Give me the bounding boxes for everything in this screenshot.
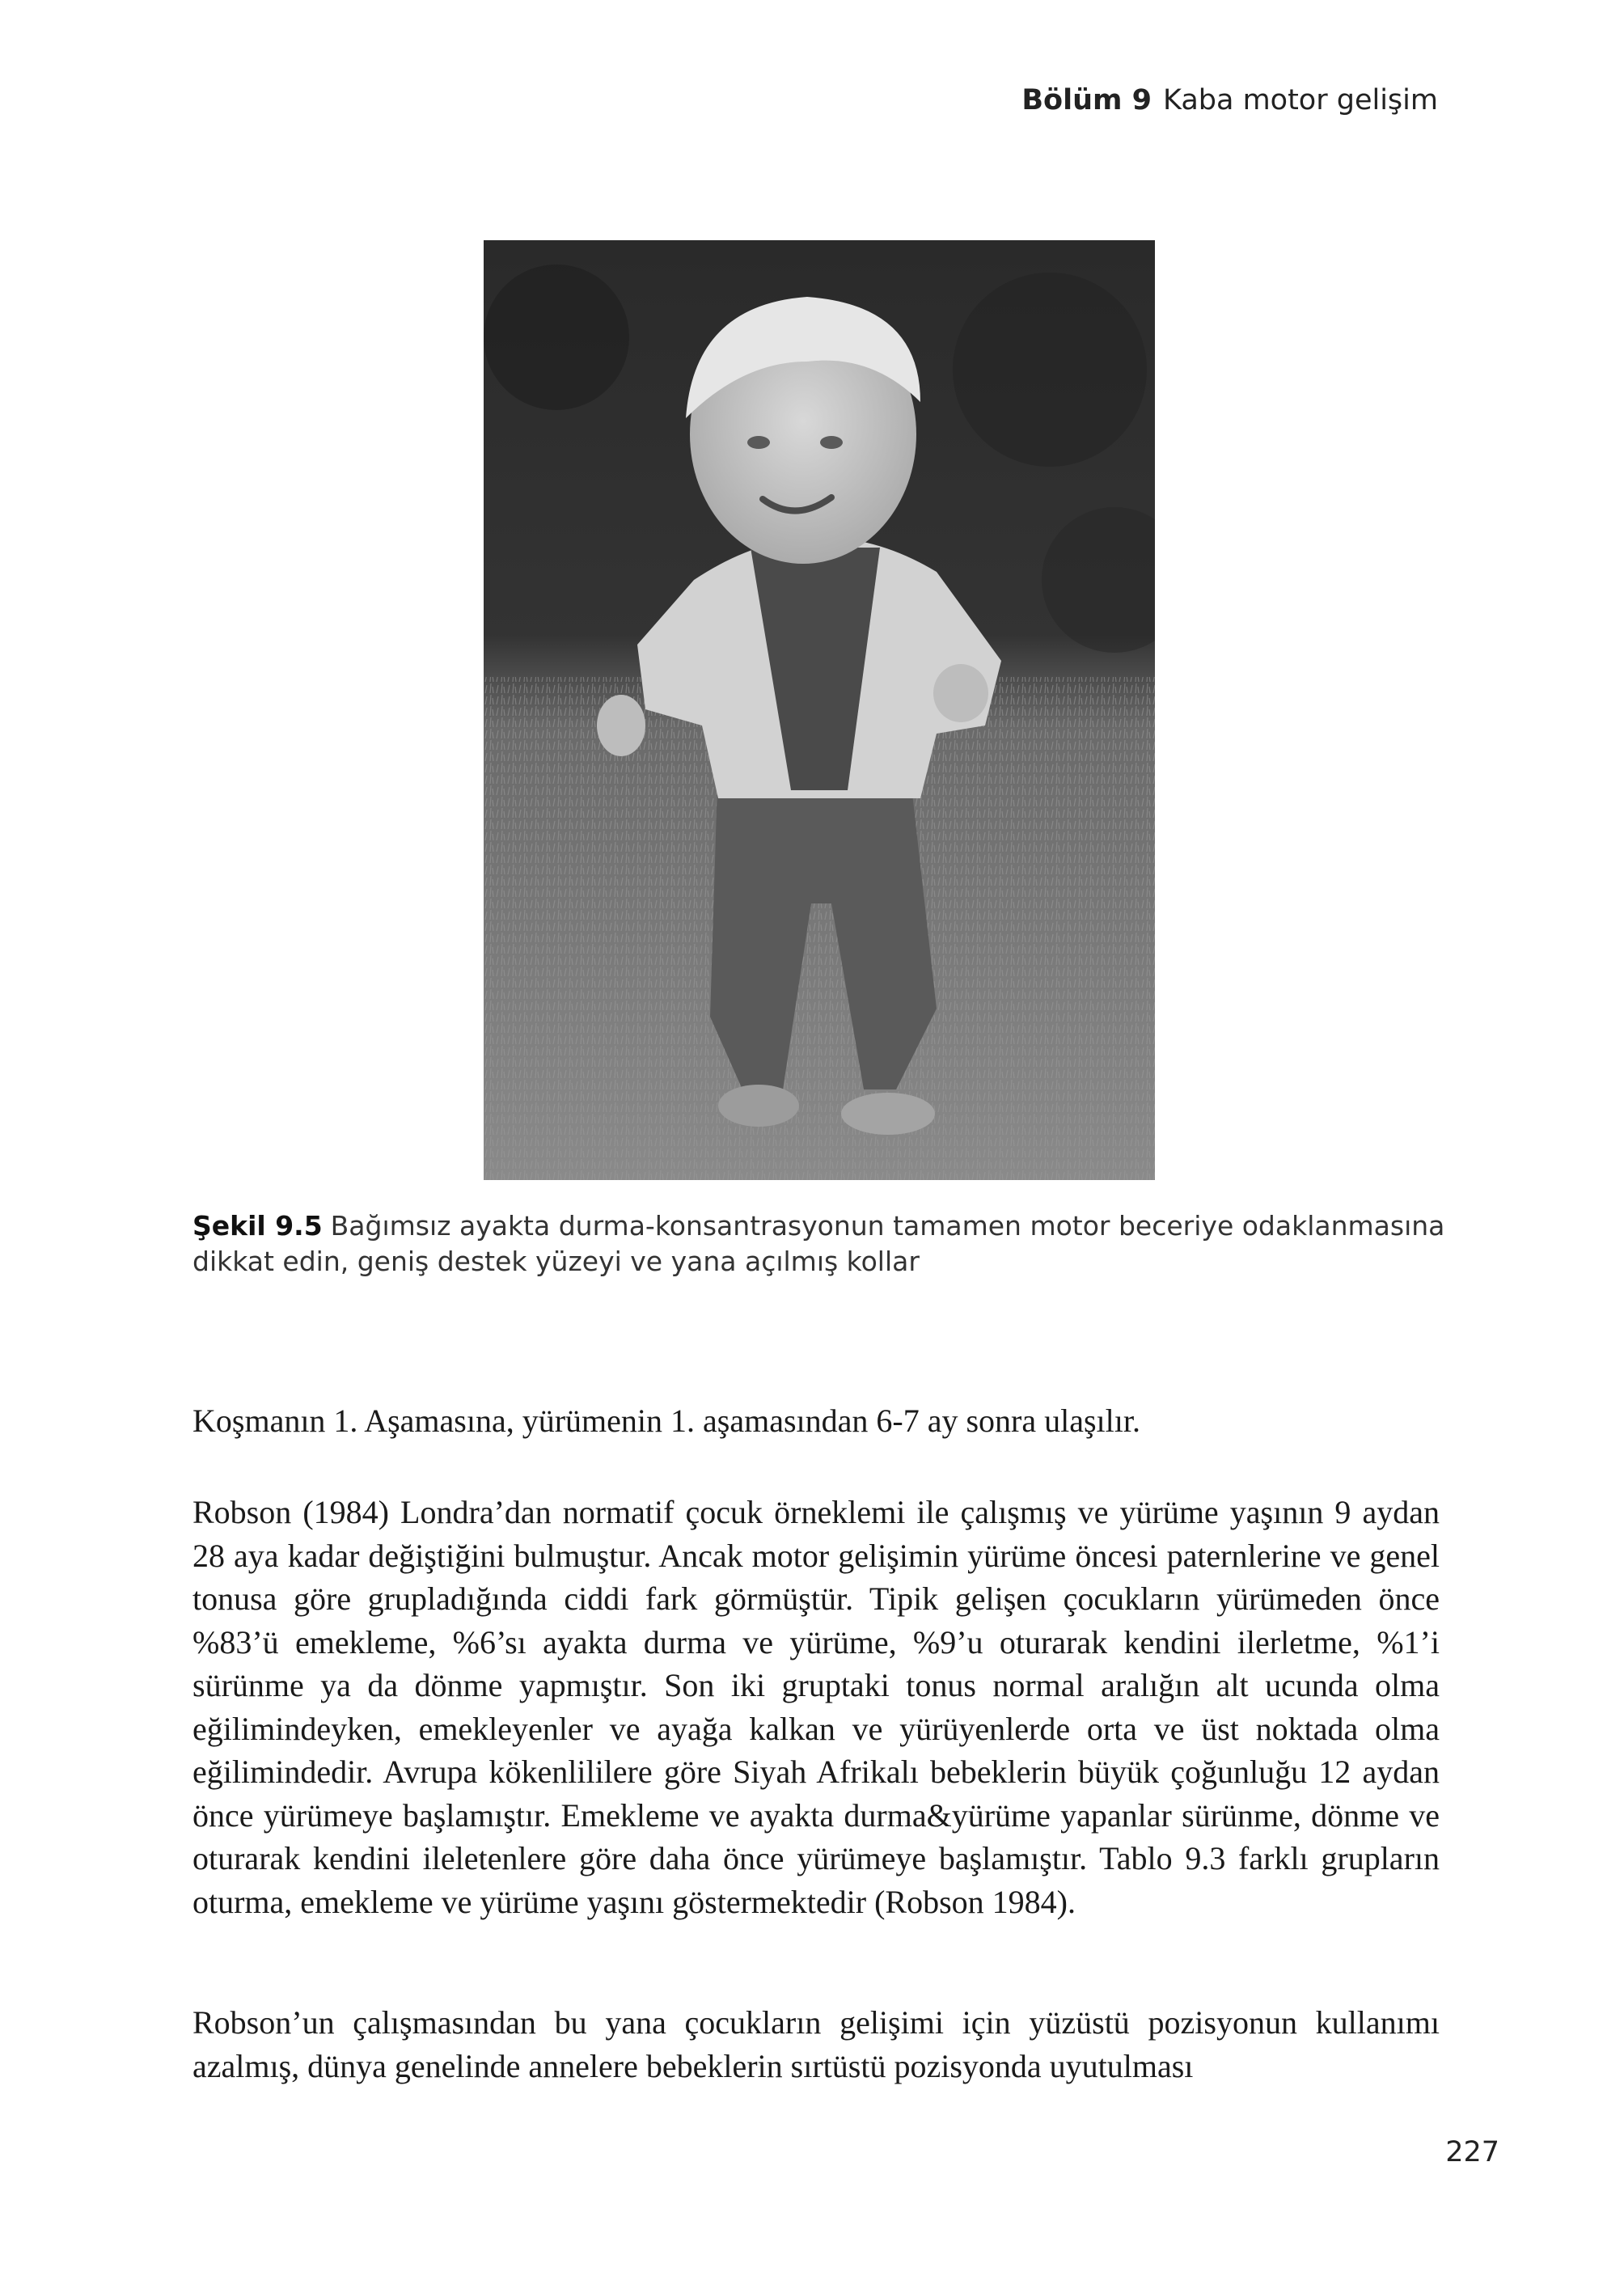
page-number: 227: [1445, 2136, 1499, 2168]
paragraph-2: Robson (1984) Londra’dan normatif çocuk örneklemi ile çalışmış ve yürüme yaşının 9 aydan 28 aya kadar değiştiğini bulmuştur. Ancak motor gelişimin yürüme öncesi paternlerine ve genel tonusa göre grupladığında ciddi fark görmüştür. Tipik gelişen çocukların yürümeden önce %83’ü emekleme, %6’sı ayakta durma ve yürüme, %9’u oturarak kendini ilerletme, %1’i sürünme ya da dönme yapmıştır. Son iki gruptaki tonus normal aralığın alt ucunda olma eğilimindeyken, emekleyenler ve ayağa kalkan ve yürüyenlerde orta ve üst noktada olma eğilimindedir. Avrupa kökenlililere göre Siyah Afrikalı bebeklerin büyük çoğunluğu 12 aydan önce yürümeye başlamıştır. Emekleme ve ayakta durma&yürüme yapanlar sürünme, dönme ve oturarak kendini ileletenlere göre daha önce yürümeye başlamıştır. Tablo 9.3 farklı grupların oturma, emekleme ve yürüme yaşını göstermektedir (Robson 1984).: [192, 1494, 1440, 1920]
chapter-number: Bölüm 9: [1021, 84, 1152, 116]
figure-caption: [192, 1208, 1454, 1280]
figure-photo: [484, 240, 1155, 1180]
paragraph-1: Koşmanın 1. Aşamasına, yürümenin 1. aşamasından 6-7 ay sonra ulaşılır.: [192, 1402, 1141, 1439]
figure-label: Şekil 9.5: [192, 1210, 323, 1242]
figure-caption-text: Bağımsız ayakta durma-konsantrasyonun tamamen motor beceriye odaklanmasına dikkat edin, geniş destek yüzeyi ve yana açılmış kollar: [192, 1210, 1445, 1277]
paragraph-3: Robson’un çalışmasından bu yana çocukların gelişimi için yüzüstü pozisyonun kullanımı azalmış, dünya genelinde annelere bebeklerin sırtüstü pozisyonda uyutulması: [192, 2004, 1440, 2084]
running-header: [1021, 84, 1438, 116]
chapter-title: Kaba motor gelişim: [1163, 84, 1438, 116]
